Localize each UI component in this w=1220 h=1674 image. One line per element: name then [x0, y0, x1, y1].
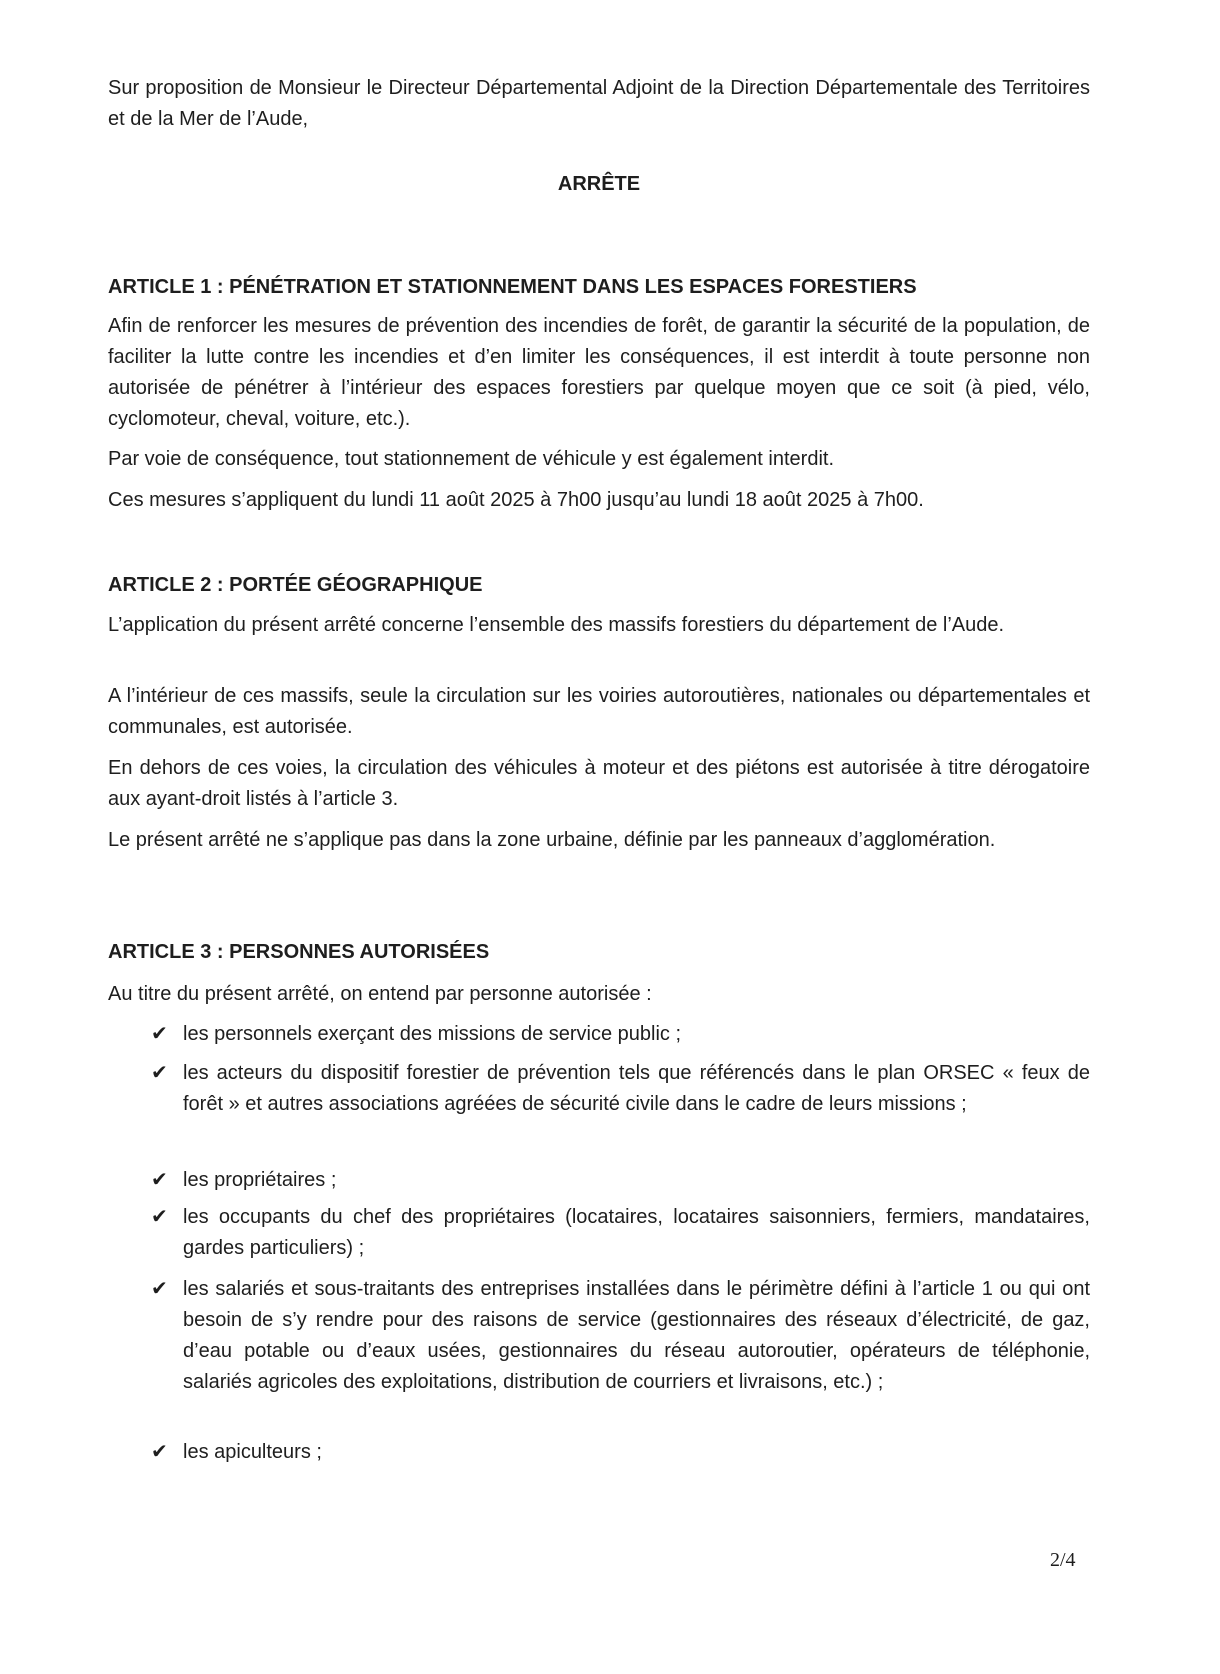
checkmark-icon: ✔: [151, 1023, 168, 1045]
checkmark-icon: ✔: [151, 1278, 168, 1300]
decree-title: ARRÊTE: [557, 173, 641, 195]
article-2-paragraph: A l’intérieur de ces massifs, seule la circulation sur les voiries autoroutières, nationales ou départementales et communales, est autorisée.: [108, 685, 1090, 738]
article-3-heading: ARTICLE 3 : PERSONNES AUTORISÉES: [108, 941, 490, 963]
article-3-intro: Au titre du présent arrêté, on entend par personne autorisée :: [108, 983, 652, 1005]
list-item: ✔ les propriétaires ;: [151, 1165, 1090, 1196]
list-item: ✔ les acteurs du dispositif forestier de prévention tels que référencés dans le plan ORSEC « feux de forêt » et autres associations agréées de sécurité civile dans le cadre de leurs missions ;: [151, 1058, 1090, 1120]
article-1-paragraph: Ces mesures s’appliquent du lundi 11 août 2025 à 7h00 jusqu’au lundi 18 août 2025 à 7h00.: [108, 489, 924, 511]
list-item: ✔ les personnels exerçant des missions de service public ;: [151, 1019, 1090, 1050]
article-1-heading: ARTICLE 1 : PÉNÉTRATION ET STATIONNEMENT DANS LES ESPACES FORESTIERS: [108, 276, 917, 298]
checkmark-icon: ✔: [151, 1441, 168, 1463]
article-2-paragraph: L’application du présent arrêté concerne l’ensemble des massifs forestiers du département de l’Aude.: [108, 614, 1005, 636]
article-1-paragraph: Par voie de conséquence, tout stationnement de véhicule y est également interdit.: [108, 448, 835, 470]
checkmark-icon: ✔: [151, 1062, 168, 1084]
list-item: ✔ les salariés et sous-traitants des entreprises installées dans le périmètre défini à l’article 1 ou qui ont besoin de s’y rendre pour des raisons de service (gestionnaires des réseaux d’électricité, de gaz, d’eau potable ou d’eaux usées, gestionnaires du réseau autoroutier, opérateurs de téléphonie, salariés agricoles des exploitations, distribution de courriers et livraisons, etc.) ;: [151, 1274, 1090, 1398]
article-2-paragraph: En dehors de ces voies, la circulation des véhicules à moteur et des piétons est autorisée à titre dérogatoire aux ayant-droit listés à l’article 3.: [108, 757, 1090, 810]
checkmark-icon: ✔: [151, 1169, 168, 1191]
intro-paragraph: Sur proposition de Monsieur le Directeur Départemental Adjoint de la Direction Départementale des Territoires et de la Mer de l’Aude,: [108, 77, 1090, 130]
article-2-heading: ARTICLE 2 : PORTÉE GÉOGRAPHIQUE: [108, 574, 483, 596]
article-2-paragraph: Le présent arrêté ne s’applique pas dans la zone urbaine, définie par les panneaux d’agglomération.: [108, 829, 996, 851]
list-item: ✔ les apiculteurs ;: [151, 1437, 1090, 1468]
page-number: 2/4: [1050, 1549, 1076, 1571]
article-1-paragraph: Afin de renforcer les mesures de prévention des incendies de forêt, de garantir la sécurité de la population, de faciliter la lutte contre les incendies et d’en limiter les conséquences, il est interdit à toute personne non autorisée de pénétrer à l’intérieur des espaces forestiers par quelque moyen que ce soit (à pied, vélo, cyclomoteur, cheval, voiture, etc.).: [108, 315, 1090, 430]
checkmark-icon: ✔: [151, 1206, 168, 1228]
list-item: ✔ les occupants du chef des propriétaires (locataires, locataires saisonniers, fermiers, mandataires, gardes particuliers) ;: [151, 1202, 1090, 1264]
